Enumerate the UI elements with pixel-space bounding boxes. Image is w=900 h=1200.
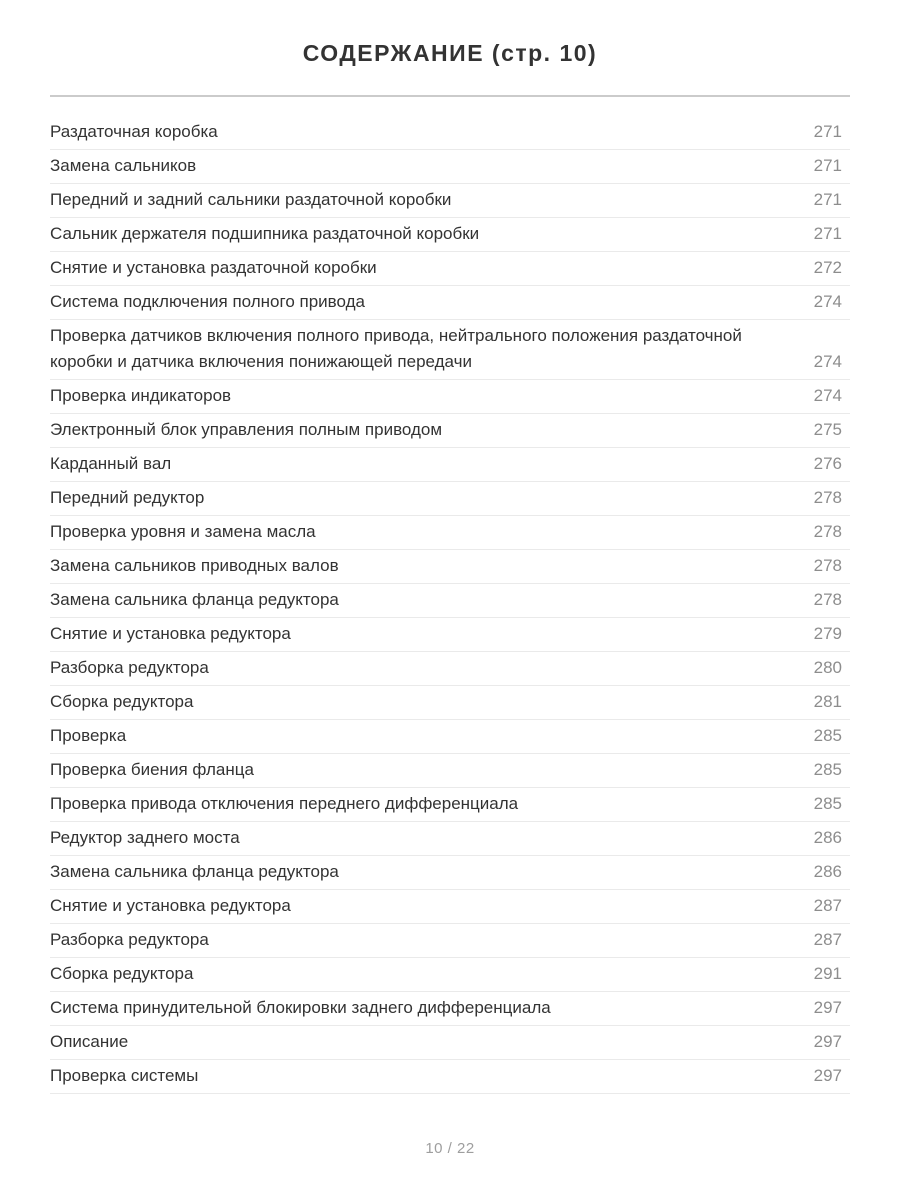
toc-entry-page: 278 xyxy=(813,488,842,507)
toc-entry[interactable] xyxy=(50,686,850,720)
toc-entry[interactable] xyxy=(50,720,850,754)
toc-entry-label: Раздаточная коробка xyxy=(50,122,218,141)
page-title: СОДЕРЖАНИЕ (стр. 10) xyxy=(302,40,598,66)
title-divider xyxy=(50,95,850,97)
toc-entry[interactable] xyxy=(50,992,850,1026)
toc-entry[interactable] xyxy=(50,652,850,686)
toc-entry-label: Карданный вал xyxy=(50,454,172,473)
toc-entry-page: 297 xyxy=(813,998,842,1017)
toc-list xyxy=(50,116,850,1094)
toc-entry-page: 274 xyxy=(813,386,842,405)
toc-entry[interactable] xyxy=(50,380,850,414)
toc-entry-label: Система принудительной блокировки заднего дифференциала xyxy=(50,998,551,1017)
toc-entry-label: Снятие и установка редуктора xyxy=(50,624,291,643)
toc-entry-page: 271 xyxy=(813,190,842,209)
toc-entry[interactable] xyxy=(50,1060,850,1094)
toc-entry-label: Проверка датчиков включения полного привода, нейтрального положения раздаточной коробки и датчика включения понижающей передачи xyxy=(50,326,742,371)
toc-entry-page: 274 xyxy=(813,292,842,311)
toc-entry-page: 274 xyxy=(813,352,842,371)
toc-entry[interactable] xyxy=(50,116,850,150)
toc-entry-page: 278 xyxy=(813,522,842,541)
toc-entry[interactable] xyxy=(50,754,850,788)
toc-entry[interactable] xyxy=(50,788,850,822)
toc-entry[interactable] xyxy=(50,482,850,516)
toc-entry-label: Система подключения полного привода xyxy=(50,292,365,311)
toc-entry-label: Снятие и установка редуктора xyxy=(50,896,291,915)
toc-entry-page: 271 xyxy=(813,156,842,175)
toc-entry-page: 287 xyxy=(813,896,842,915)
toc-entry-label: Передний и задний сальники раздаточной коробки xyxy=(50,190,452,209)
toc-entry[interactable] xyxy=(50,618,850,652)
toc-entry[interactable] xyxy=(50,924,850,958)
toc-entry-label: Проверка xyxy=(50,726,127,745)
toc-entry[interactable] xyxy=(50,550,850,584)
toc-entry-page: 271 xyxy=(813,224,842,243)
toc-entry-label: Замена сальника фланца редуктора xyxy=(50,590,339,609)
toc-entry-page: 285 xyxy=(813,794,842,813)
toc-entry-page: 278 xyxy=(813,556,842,575)
toc-entry[interactable] xyxy=(50,516,850,550)
toc-entry-page: 286 xyxy=(813,862,842,881)
toc-entry-label: Замена сальников xyxy=(50,156,197,175)
toc-entry-label: Сборка редуктора xyxy=(50,692,194,711)
toc-entry-page: 297 xyxy=(813,1066,842,1085)
toc-entry[interactable] xyxy=(50,184,850,218)
toc-entry-label: Описание xyxy=(50,1032,129,1051)
toc-entry-page: 297 xyxy=(813,1032,842,1051)
toc-entry-page: 272 xyxy=(813,258,842,277)
toc-entry-label: Передний редуктор xyxy=(50,488,205,507)
toc-entry-label: Снятие и установка раздаточной коробки xyxy=(50,258,377,277)
toc-entry[interactable] xyxy=(50,286,850,320)
toc-entry-label: Проверка индикаторов xyxy=(50,386,232,405)
toc-entry[interactable] xyxy=(50,1026,850,1060)
toc-entry-page: 286 xyxy=(813,828,842,847)
toc-entry-label: Разборка редуктора xyxy=(50,930,209,949)
toc-entry-label: Сальник держателя подшипника раздаточной коробки xyxy=(50,224,480,243)
toc-entry[interactable] xyxy=(50,822,850,856)
toc-entry-page: 276 xyxy=(813,454,842,473)
toc-entry[interactable] xyxy=(50,218,850,252)
toc-entry-page: 287 xyxy=(813,930,842,949)
toc-entry-label: Проверка биения фланца xyxy=(50,760,254,779)
toc-entry-label: Сборка редуктора xyxy=(50,964,194,983)
toc-entry-label: Проверка системы xyxy=(50,1066,199,1085)
toc-entry-label: Разборка редуктора xyxy=(50,658,209,677)
toc-entry[interactable] xyxy=(50,150,850,184)
toc-entry-label: Замена сальника фланца редуктора xyxy=(50,862,339,881)
toc-entry[interactable] xyxy=(50,958,850,992)
toc-entry-page: 271 xyxy=(813,122,842,141)
toc-entry[interactable] xyxy=(50,856,850,890)
toc-entry[interactable] xyxy=(50,252,850,286)
toc-entry[interactable] xyxy=(50,414,850,448)
toc-entry[interactable] xyxy=(50,320,850,380)
toc-entry-page: 281 xyxy=(813,692,842,711)
toc-entry-page: 285 xyxy=(813,760,842,779)
toc-entry-page: 275 xyxy=(813,420,842,439)
toc-entry-page: 279 xyxy=(813,624,842,643)
toc-entry-label: Редуктор заднего моста xyxy=(50,828,240,847)
toc-entry-page: 285 xyxy=(813,726,842,745)
page-indicator: 10 / 22 xyxy=(425,1140,475,1157)
toc-entry-label: Проверка привода отключения переднего дифференциала xyxy=(50,794,519,813)
toc-entry[interactable] xyxy=(50,584,850,618)
toc-entry-page: 278 xyxy=(813,590,842,609)
toc-entry-label: Электронный блок управления полным приводом xyxy=(50,420,443,439)
toc-entry-label: Проверка уровня и замена масла xyxy=(50,522,316,541)
toc-entry[interactable] xyxy=(50,890,850,924)
toc-entry[interactable] xyxy=(50,448,850,482)
toc-entry-page: 280 xyxy=(813,658,842,677)
toc-entry-page: 291 xyxy=(813,964,842,983)
toc-entry-label: Замена сальников приводных валов xyxy=(50,556,339,575)
